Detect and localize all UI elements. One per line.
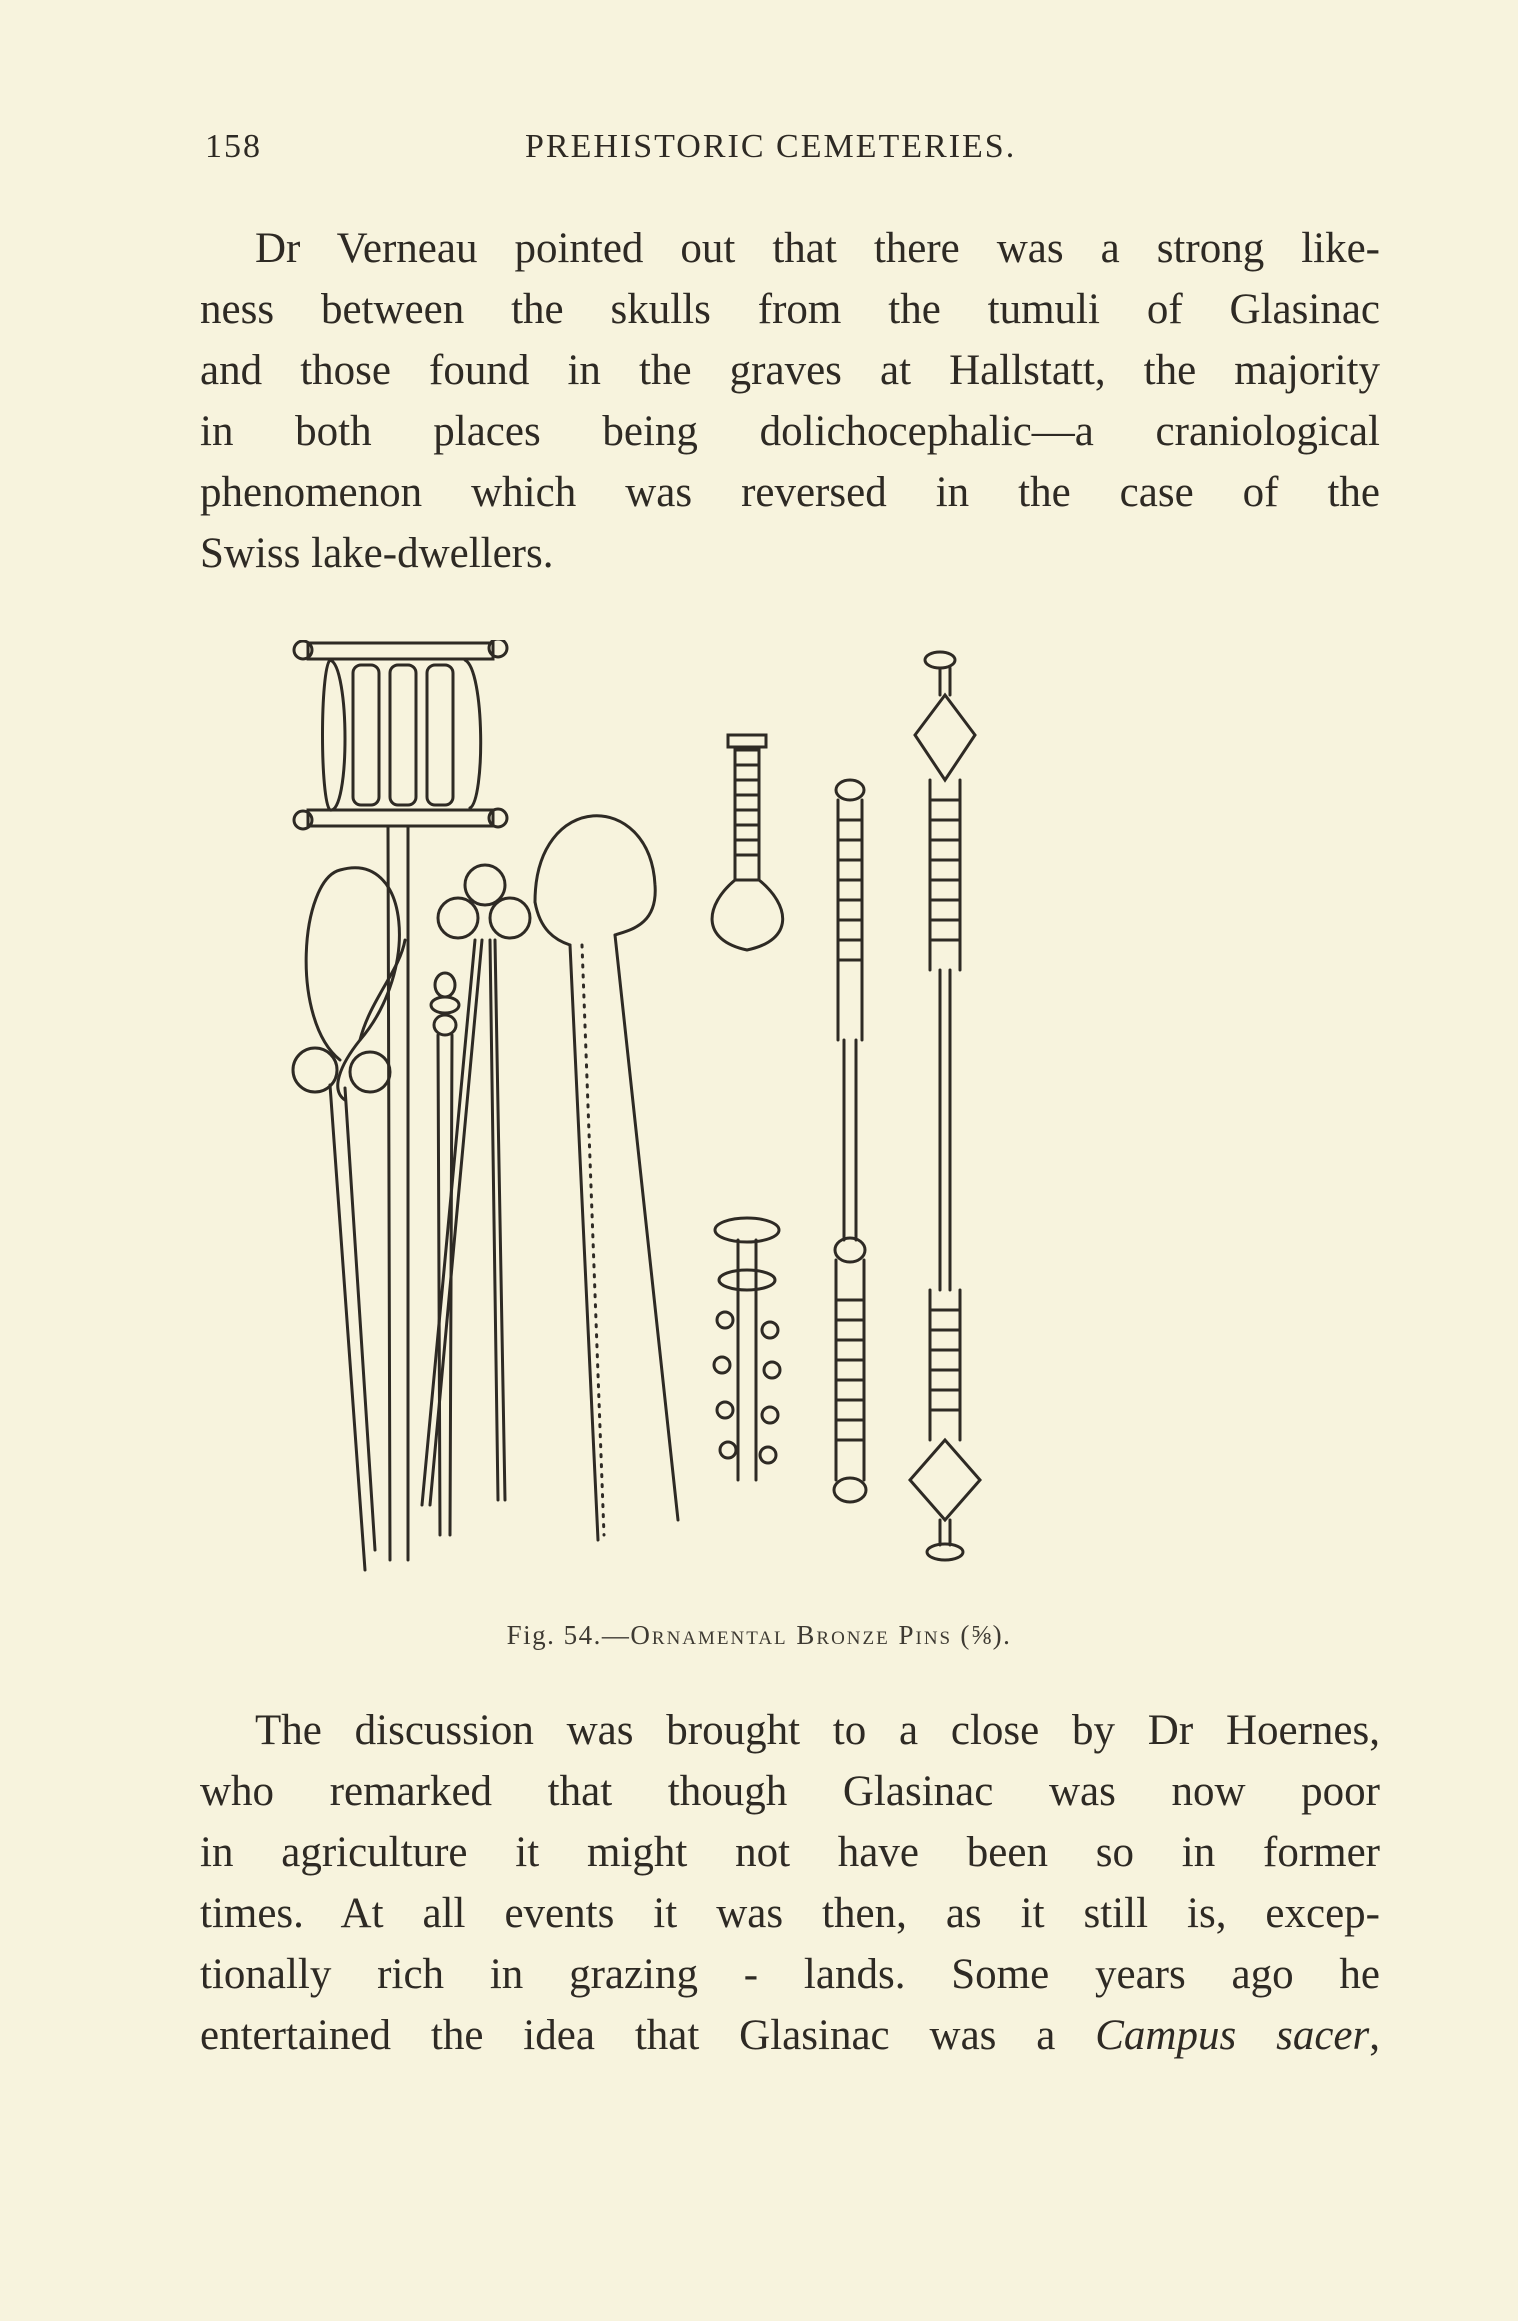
paragraph-1 bbox=[200, 218, 1380, 584]
final-line-prefix: entertained the idea that Glasinac was a bbox=[200, 2012, 1096, 2059]
figure-bronze-pins bbox=[270, 640, 1320, 1590]
disc-spiked-pin bbox=[714, 1218, 780, 1480]
ornate-long-pin bbox=[910, 652, 980, 1560]
text-line: times. At all events it was then, as it still is, excep- bbox=[200, 1890, 1380, 1937]
final-line-suffix: , bbox=[1369, 2012, 1380, 2059]
text-line: who remarked that though Glasinac was now poor bbox=[200, 1768, 1380, 1815]
text-line: in agriculture it might not have been so in former bbox=[200, 1829, 1380, 1876]
text-line: The discussion was brought to a close by Dr Hoernes, bbox=[255, 1707, 1380, 1754]
text-line: phenomenon which was reversed in the case of the bbox=[200, 469, 1380, 516]
ribbed-long-pin bbox=[834, 780, 866, 1502]
vase-headed-pin bbox=[712, 735, 783, 950]
caption-prefix: Fig. 54.— bbox=[506, 1620, 631, 1650]
header-title: PREHISTORIC CEMETERIES. bbox=[525, 128, 1017, 165]
text-line: ness between the skulls from the tumuli of Glasinac bbox=[200, 286, 1380, 333]
figure-caption bbox=[0, 1620, 1518, 1651]
comb-headed-pin bbox=[294, 640, 507, 1560]
page-number: 158 bbox=[205, 128, 262, 165]
caption-scale: (⅝). bbox=[960, 1620, 1012, 1650]
bronze-pins-illustration bbox=[270, 640, 1320, 1590]
text-line: tionally rich in grazing - lands. Some years ago he bbox=[200, 1951, 1380, 1998]
text-line-final bbox=[200, 2005, 1380, 2066]
text-line: Dr Verneau pointed out that there was a strong like- bbox=[255, 225, 1380, 272]
text-line: in both places being dolichocephalic—a craniological bbox=[200, 408, 1380, 455]
long-loop-pin bbox=[535, 816, 678, 1540]
italic-term: Campus sacer bbox=[1095, 2012, 1370, 2059]
text-line: and those found in the graves at Hallstatt, the majority bbox=[200, 347, 1380, 394]
paragraph-2 bbox=[200, 1700, 1380, 2066]
text-line: Swiss lake-dwellers. bbox=[200, 530, 554, 577]
running-head bbox=[205, 128, 1385, 178]
caption-title: Ornamental Bronze Pins bbox=[630, 1620, 953, 1650]
